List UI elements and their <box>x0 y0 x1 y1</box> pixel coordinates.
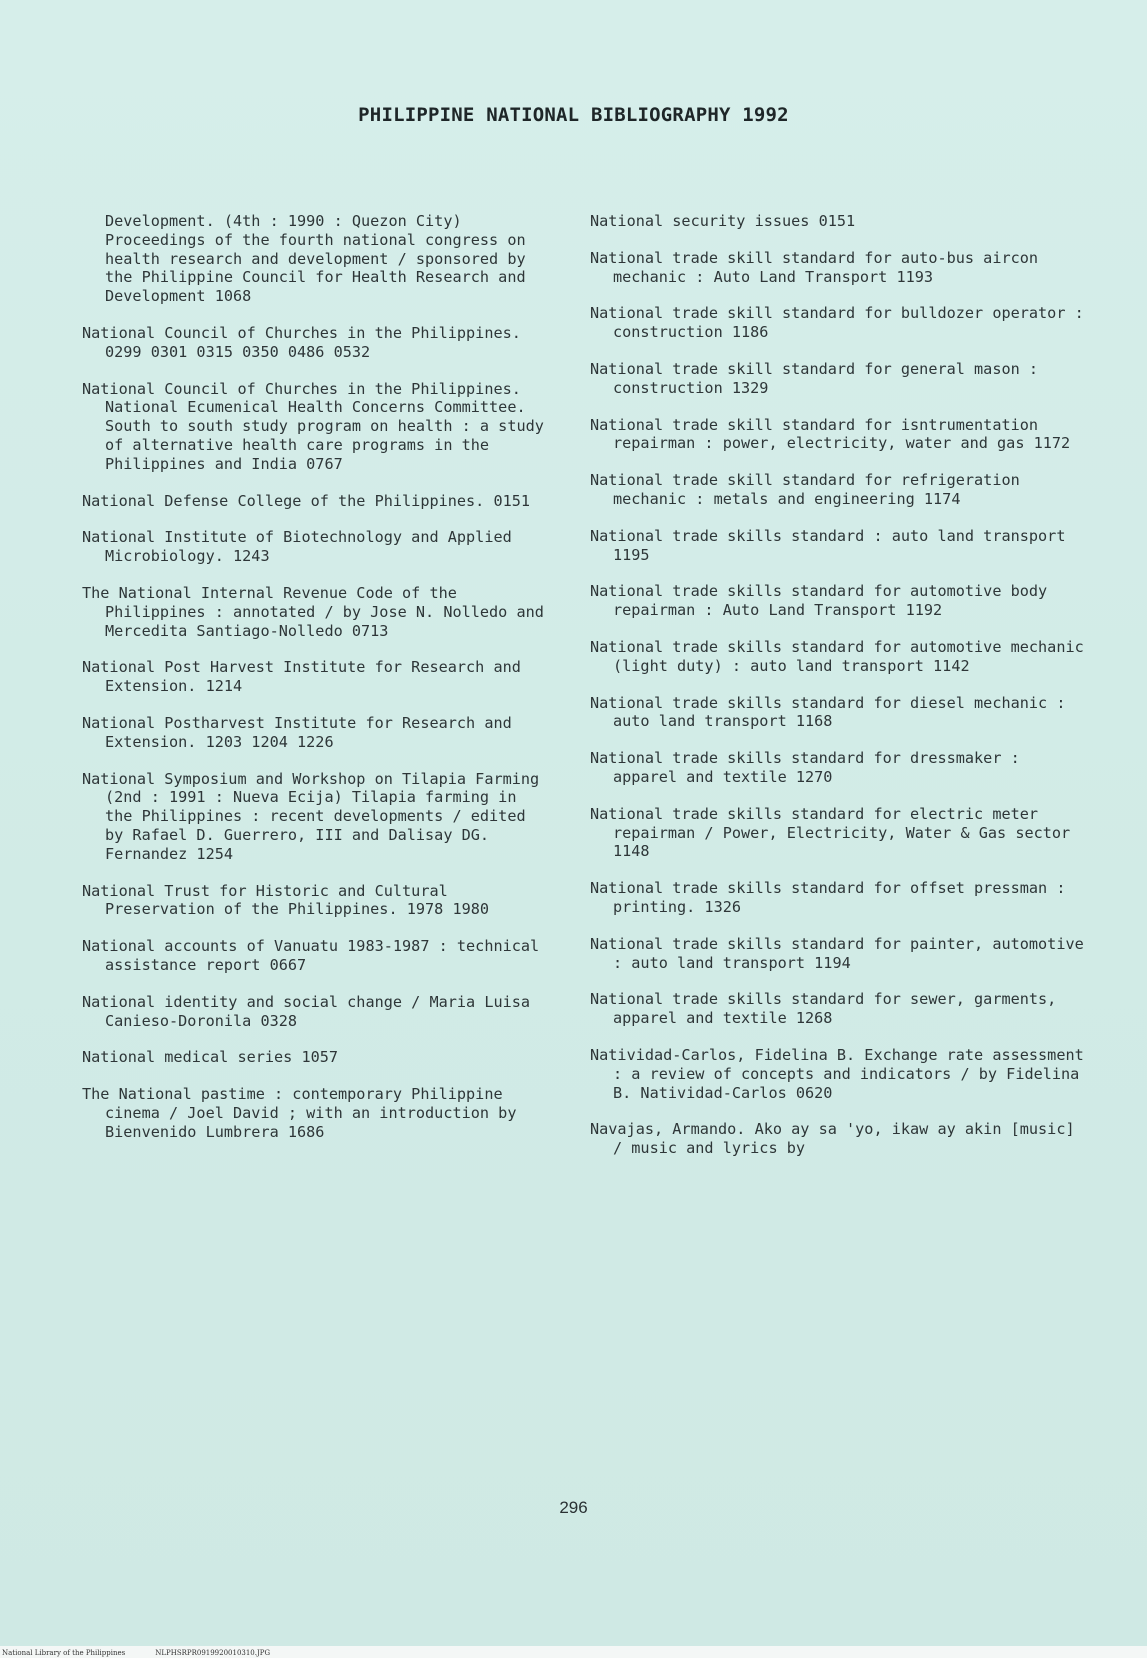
bibliography-entry: National Defense College of the Philippines. 0151 <box>82 491 531 510</box>
bibliography-entry: National medical series 1057 <box>82 1048 339 1067</box>
bibliography-entry: National trade skill standard for general mason : construction 1329 <box>590 359 1048 397</box>
bibliography-entry: National trade skills standard : auto land transport 1195 <box>590 526 1075 564</box>
right-column <box>590 212 1093 1176</box>
bibliography-entry: National trade skills standard for electric meter repairman / Power, Electricity, Water & Gas sector 1148 <box>590 804 1080 861</box>
scan-file-name: NLPHSRPR0919920010310.JPG <box>155 1649 271 1657</box>
bibliography-entry: National Council of Churches in the Philippines. National Ecumenical Health Concerns Committee. South to south study program on health : a study of alternative health care programs in the Philippines and India 0767 <box>82 379 554 473</box>
bibliography-entry: National trade skills standard for diesel mechanic : auto land transport 1168 <box>590 693 1075 731</box>
bibliography-entry: National trade skills standard for automotive mechanic (light duty) : auto land transport 1142 <box>590 637 1093 675</box>
bibliography-entry: National security issues 0151 <box>590 212 856 230</box>
bibliography-entry: National identity and social change / Maria Luisa Canieso-Doronila 0328 <box>82 992 540 1030</box>
bibliography-entry: Navajas, Armando. Ako ay sa 'yo, ikaw ay akin [music] / music and lyrics by <box>590 1120 1084 1158</box>
page-title: PHILIPPINE NATIONAL BIBLIOGRAPHY 1992 <box>358 104 789 126</box>
scan-footer-text <box>2 1649 270 1657</box>
bibliography-entry: National trade skill standard for auto-bus aircon mechanic : Auto Land Transport 1193 <box>590 248 1048 286</box>
bibliography-entry: National trade skill standard for isntrumentation repairman : power, electricity, water and gas 1172 <box>590 415 1071 453</box>
bibliography-entry: National trade skills standard for offset pressman : printing. 1326 <box>590 879 1075 916</box>
bibliography-entry: National Trust for Historic and Cultural Preservation of the Philippines. 1978 1980 <box>82 881 490 919</box>
scan-credit: National Library of the Philippines <box>2 1649 126 1657</box>
bibliography-entry: National trade skills standard for sewer, garments, apparel and textile 1268 <box>590 990 1066 1028</box>
bibliography-entry: National Council of Churches in the Philippines. 0299 0301 0315 0350 0486 0532 <box>82 323 531 361</box>
bibliography-entry: National trade skills standard for painter, automotive : auto land transport 1194 <box>590 934 1093 972</box>
bibliography-entry: National trade skill standard for bulldozer operator : construction 1186 <box>590 304 1093 342</box>
bibliography-entry: Development. (4th : 1990 : Quezon City) Proceedings of the fourth national congress on health research and development / sponsored by the Philippine Council for Health Research and Development 1068 <box>105 212 535 306</box>
bibliography-entry: National Institute of Biotechnology and Applied Microbiology. 1243 <box>82 528 521 566</box>
bibliography-entry: National Postharvest Institute for Research and Extension. 1203 1204 1226 <box>82 713 521 751</box>
bibliography-entry: National trade skill standard for refrigeration mechanic : metals and engineering 1174 <box>590 471 1029 508</box>
scan-footer <box>0 1646 1147 1658</box>
bibliography-entry: National Symposium and Workshop on Tilapia Farming (2nd : 1991 : Nueva Ecija) Tilapia farming in the Philippines : recent developments / edited by Rafael D. Guerrero, III and Dalisay DG. Fernandez 1254 <box>82 769 549 863</box>
bibliography-entry: Natividad-Carlos, Fidelina B. Exchange rate assessment : a review of concepts and indicators / by Fidelina B. Natividad-Carlos 0620 <box>590 1045 1093 1102</box>
bibliography-entry: National Post Harvest Institute for Research and Extension. 1214 <box>82 658 531 696</box>
bibliography-entry: National trade skills standard for automotive body repairman : Auto Land Transport 1192 <box>590 582 1057 620</box>
bibliography-entry: National trade skills standard for dressmaker : apparel and textile 1270 <box>590 749 1029 786</box>
bibliography-entry: The National pastime : contemporary Philippine cinema / Joel David ; with an introduction by Bienvenido Lumbrera 1686 <box>82 1085 526 1141</box>
bibliography-entry: National accounts of Vanuatu 1983-1987 : technical assistance report 0667 <box>82 937 549 974</box>
left-column <box>82 212 552 1159</box>
bibliography-entry: The National Internal Revenue Code of the Philippines : annotated / by Jose N. Nolledo and Mercedita Santiago-Nolledo 0713 <box>82 583 554 640</box>
page-number: 296 <box>559 1498 588 1517</box>
